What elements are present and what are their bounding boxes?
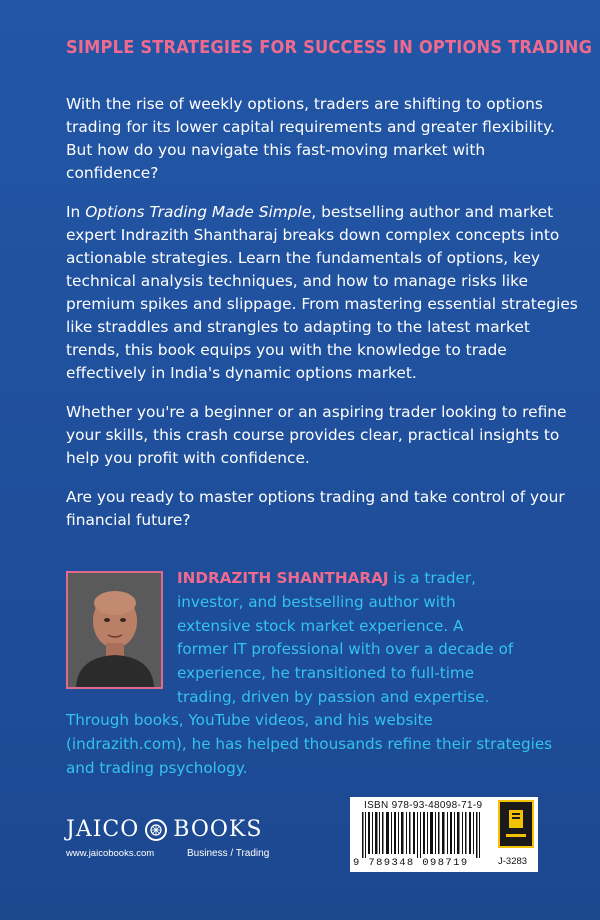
author-portrait-icon [68,573,161,687]
jaico-wheel-icon [145,819,167,841]
book-code: J-3283 [498,856,528,867]
barcode-digits: 9 789348 098719 [353,857,469,869]
blurb-paragraph-3: Whether you're a beginner or an aspiring trader looking to refine your skills, this crash course provides clear, practical insights to help you profit with confidence. [66,403,567,467]
book-title: Options Trading Made Simple [85,203,312,221]
barcode-icon [362,812,482,858]
author-photo [66,571,163,689]
blurb-paragraph-4: Are you ready to master options trading and take control of your financial future? [66,488,565,529]
publisher-website: www.jaicobooks.com [66,848,155,859]
blurb-p2-rest: , bestselling author and market expert Indrazith Shantharaj breaks down complex concepts into actionable strategies. Learn the fundamentals of options, key technical analysis techniques, and how to manage risks like premium spikes and slippage. From mastering essential strategies like straddles and strangles to adapting to the latest market trends, this book equips you with the knowledge to trade effectively in India's dynamic options market. [66,203,578,382]
publisher-name-right: BOOKS [173,817,263,842]
book-category: Business / Trading [187,848,270,859]
blurb-paragraph-1: With the rise of weekly options, traders are shifting to options trading for its lower capital requirements and greater flexibility. But how do you navigate this fast-moving market with confidence? [66,95,555,182]
book-badge-icon [498,800,534,848]
author-bio-top [177,567,517,710]
author-bio-rest: Through books, YouTube videos, and his website (indrazith.com), he has helped thousands refine their strategies and trading psychology. [66,711,553,777]
publisher-logo [66,817,262,842]
headline: SIMPLE STRATEGIES FOR SUCCESS IN OPTIONS TRADING [66,38,593,58]
blurb-paragraph-2 [66,201,580,385]
isbn-label: ISBN 978-93-48098-71-9 [364,800,483,811]
author-name: INDRAZITH SHANTHARAJ [177,569,389,587]
author-bio-first: is a trader, investor, and bestselling author with extensive stock market experience. A former IT professional with over a decade of experience, he transitioned to full-time trading, driven by passion and expertise. [177,569,514,706]
blurb-p2-prefix: In [66,203,86,221]
publisher-name-left: JAICO [66,817,140,842]
blurb [66,93,580,548]
